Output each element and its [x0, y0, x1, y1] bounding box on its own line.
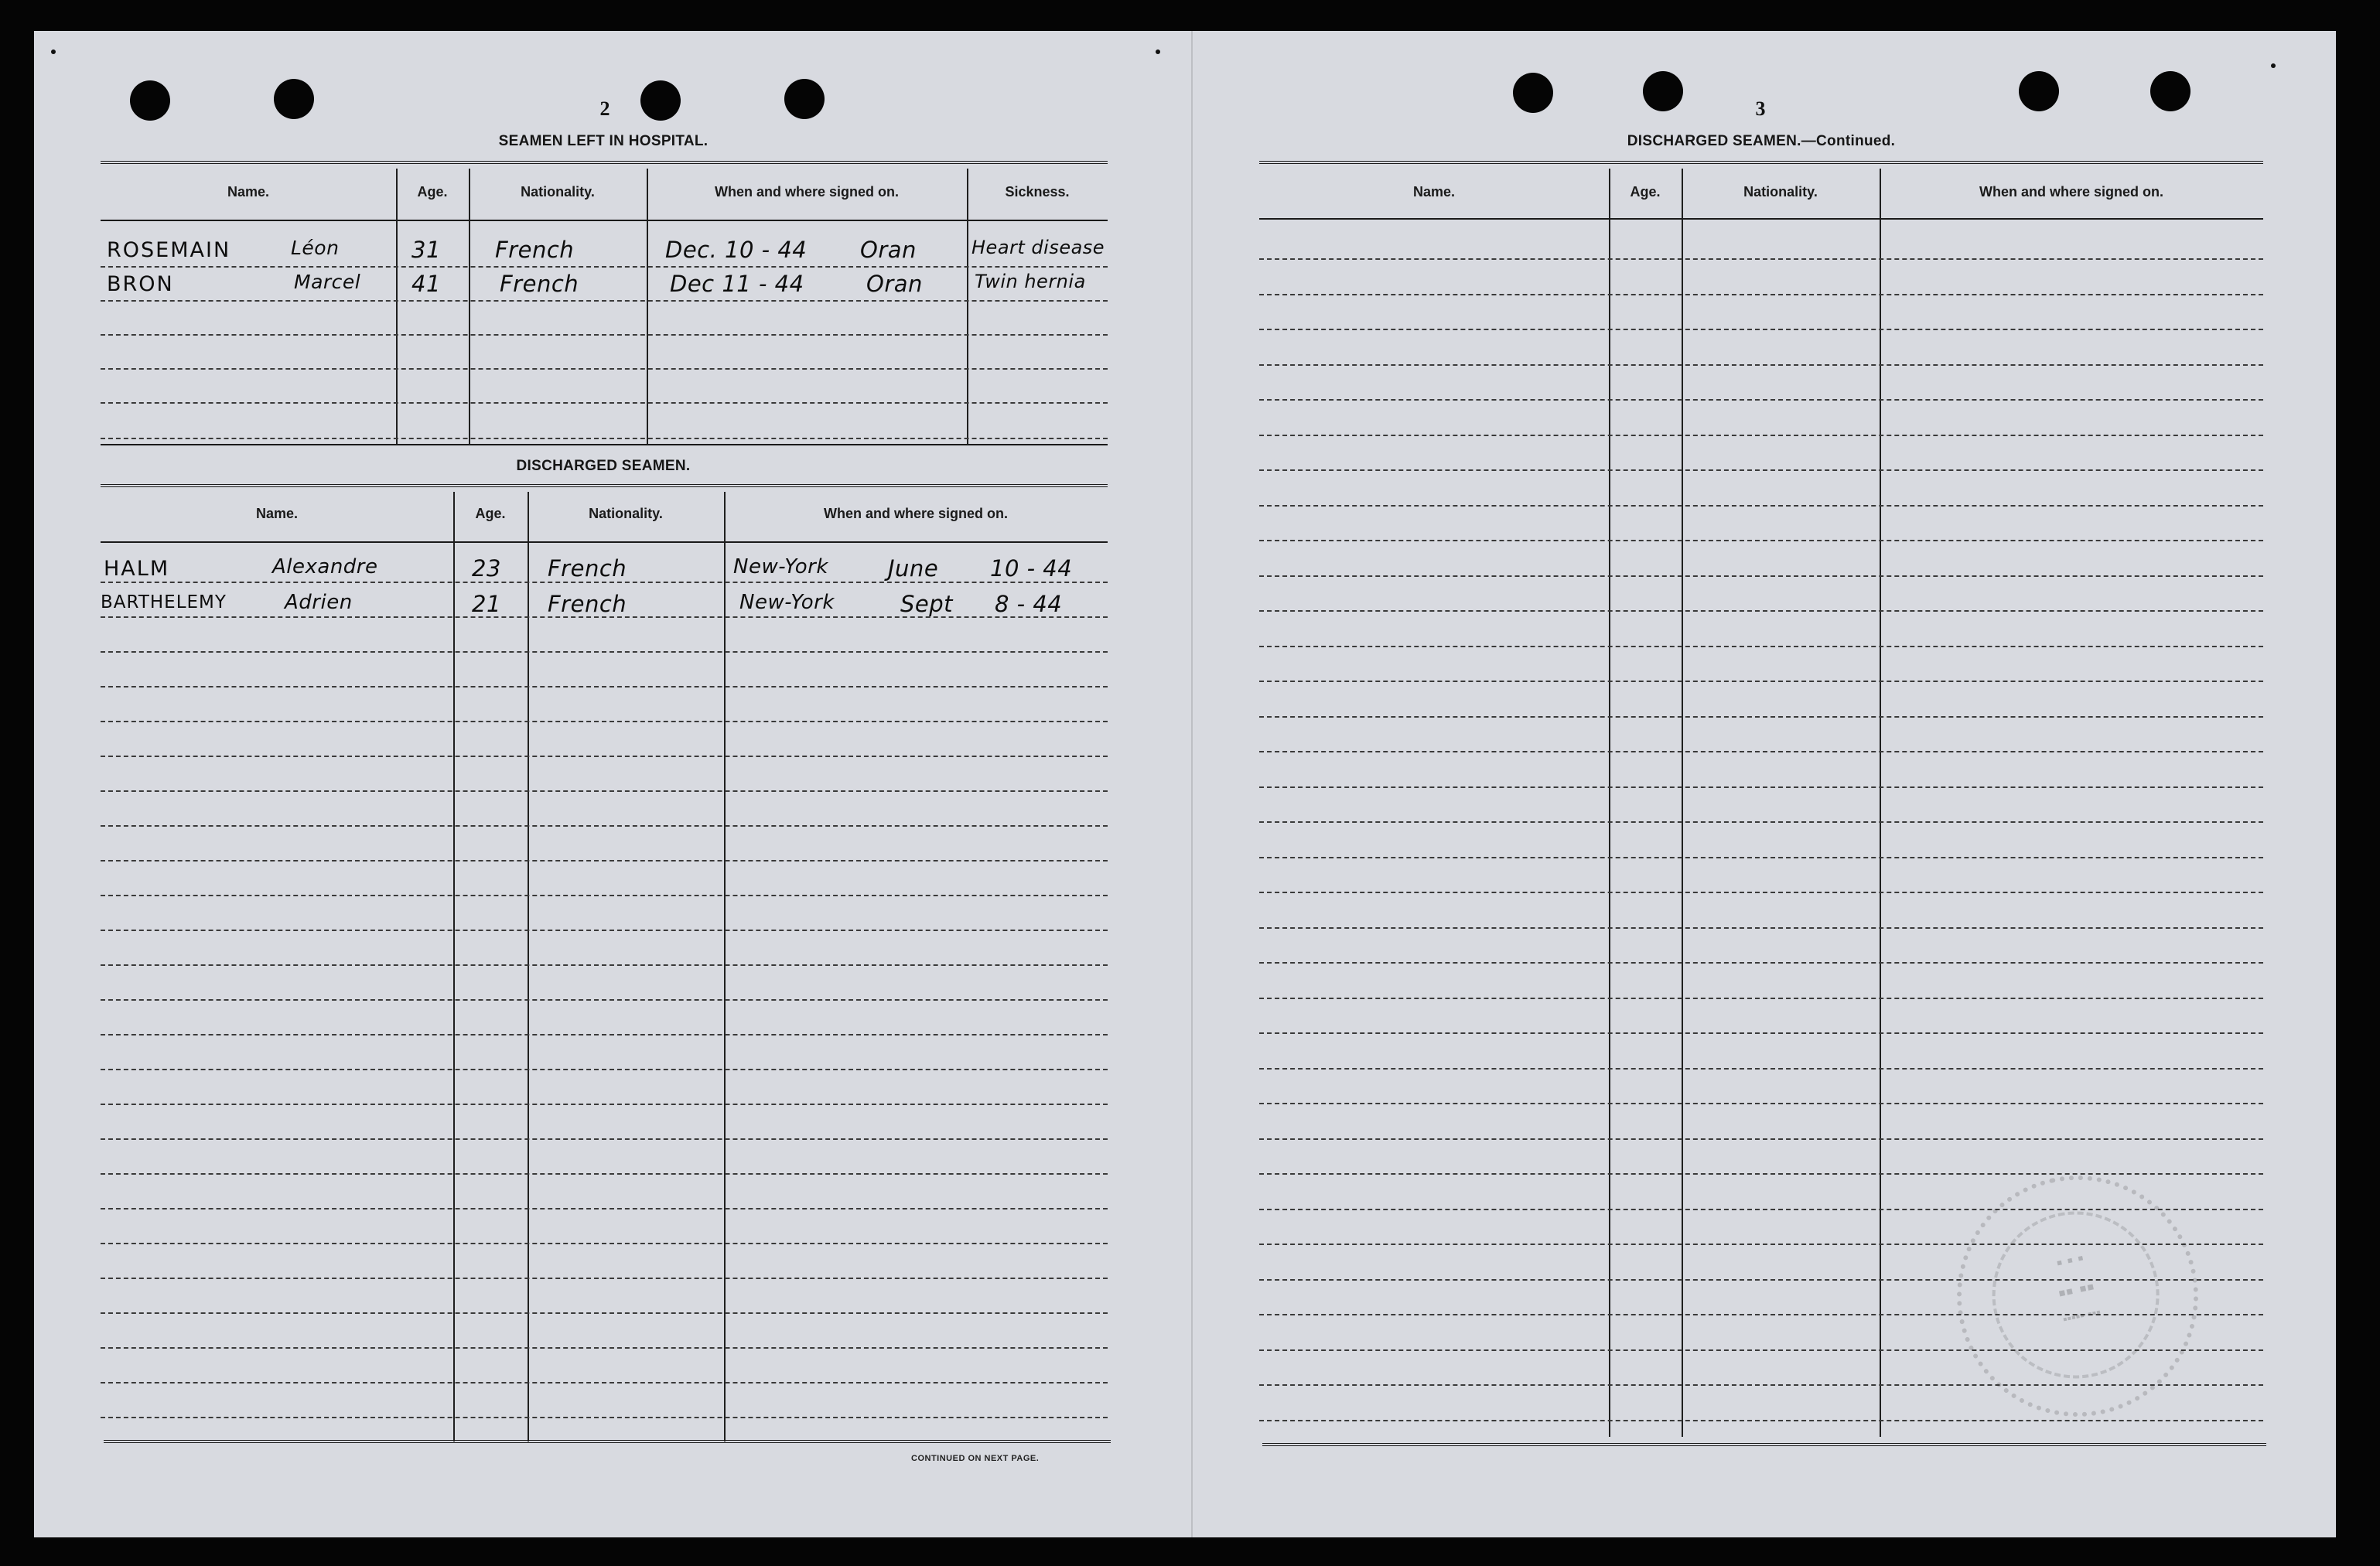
dotted-row-line — [101, 300, 1108, 302]
dotted-row-line — [1259, 1173, 2263, 1175]
col-header-nationality: Nationality. — [1743, 184, 1818, 200]
dotted-row-line — [1259, 294, 2263, 295]
dotted-row-line — [101, 1104, 1108, 1105]
section-rule — [101, 444, 1108, 445]
dotted-row-line — [1259, 892, 2263, 893]
discharged-header-rule — [101, 541, 1108, 543]
dotted-row-line — [1259, 927, 2263, 929]
column-divider — [1682, 169, 1683, 1437]
discharged-title: DISCHARGED SEAMEN. — [516, 458, 691, 474]
bottom-rule — [1262, 1443, 2266, 1449]
dotted-row-line — [101, 651, 1108, 653]
hospital-row-1-surname: ROSEMAIN — [107, 238, 231, 262]
hospital-row-1-sickness: Heart disease — [971, 237, 1105, 258]
dotted-row-line — [1259, 751, 2263, 752]
hospital-row-2-surname: BRON — [107, 272, 174, 296]
dotted-row-line — [101, 756, 1108, 757]
dotted-row-line — [1259, 575, 2263, 577]
punch-hole — [2150, 71, 2190, 111]
continued-title: DISCHARGED SEAMEN.—Continued. — [1627, 133, 1896, 149]
dotted-row-line — [101, 686, 1108, 687]
hospital-row-2-nationality: French — [500, 271, 579, 297]
punch-hole — [274, 79, 314, 119]
dotted-row-line — [1259, 646, 2263, 647]
dotted-row-line — [101, 1382, 1108, 1383]
hospital-row-1-given: Léon — [291, 237, 340, 259]
dotted-row-line — [1259, 364, 2263, 366]
dotted-row-line — [1259, 505, 2263, 507]
col-header-age: Age. — [1630, 184, 1661, 200]
hospital-row-1-date: Dec. 10 - 44 — [665, 237, 808, 263]
dotted-row-line — [101, 721, 1108, 722]
dotted-row-line — [101, 1173, 1108, 1175]
header-rule — [1259, 218, 2263, 220]
hospital-row-1-nationality: French — [495, 237, 575, 263]
col-header-signed-on: When and where signed on. — [714, 184, 900, 200]
col-header-sickness: Sickness. — [1005, 184, 1070, 200]
dotted-row-line — [1259, 399, 2263, 401]
col-header-signed-on: When and where signed on. — [1979, 184, 2164, 200]
dotted-row-line — [101, 999, 1108, 1001]
dotted-row-line — [1259, 681, 2263, 682]
header-rule — [101, 220, 1108, 221]
punch-hole — [1513, 73, 1553, 113]
punch-hole — [130, 80, 170, 121]
dotted-row-line — [101, 930, 1108, 931]
col-header-nationality: Nationality. — [589, 506, 663, 521]
discharged-row-2-date: 8 - 44 — [995, 591, 1063, 617]
top-rule — [1259, 161, 2263, 167]
dotted-row-line — [1259, 540, 2263, 541]
discharged-row-1-nationality: French — [548, 555, 627, 582]
dotted-row-line — [101, 1138, 1108, 1140]
dotted-row-line — [101, 1417, 1108, 1418]
discharged-row-1-surname: HALM — [104, 557, 170, 581]
hospital-row-2-given: Marcel — [294, 271, 361, 293]
col-header-signed-on: When and where signed on. — [823, 506, 1009, 521]
dotted-row-line — [1259, 821, 2263, 823]
speck — [51, 49, 56, 54]
hospital-title: SEAMEN LEFT IN HOSPITAL. — [498, 133, 709, 149]
dotted-row-line — [1259, 329, 2263, 330]
hospital-row-2-age: 41 — [411, 271, 441, 297]
page-fold — [1191, 31, 1193, 1537]
col-header-age: Age. — [475, 506, 506, 521]
col-header-name: Name. — [227, 184, 270, 200]
dotted-row-line — [101, 1243, 1108, 1244]
discharged-row-1-date: 10 - 44 — [990, 555, 1073, 582]
dotted-row-line — [1259, 716, 2263, 718]
dotted-row-line — [101, 860, 1108, 861]
hospital-row-1-age: 31 — [411, 237, 441, 263]
dotted-row-line — [101, 1069, 1108, 1070]
discharged-row-2-surname: BARTHELEMY — [101, 592, 227, 612]
bottom-rule — [104, 1440, 1111, 1446]
dotted-row-line — [1259, 1103, 2263, 1104]
dotted-row-line — [101, 368, 1108, 370]
hospital-row-1-place: Oran — [860, 237, 917, 263]
punch-hole — [1643, 71, 1683, 111]
dotted-row-line — [1259, 1420, 2263, 1421]
col-header-name: Name. — [255, 506, 299, 521]
dotted-row-line — [101, 790, 1108, 792]
dotted-row-line — [101, 582, 1108, 583]
speck — [1156, 49, 1160, 54]
discharged-row-2-month: Sept — [900, 591, 954, 617]
dotted-row-line — [101, 334, 1108, 336]
continued-footer: CONTINUED ON NEXT PAGE. — [911, 1454, 1040, 1463]
column-divider — [724, 492, 726, 1441]
dotted-row-line — [1259, 610, 2263, 612]
speck — [2271, 63, 2276, 68]
dotted-row-line — [1259, 1068, 2263, 1070]
dotted-row-line — [101, 1347, 1108, 1349]
dotted-row-line — [1259, 857, 2263, 858]
dotted-row-line — [101, 1034, 1108, 1035]
discharged-row-1-month: June — [888, 555, 939, 582]
dotted-row-line — [101, 438, 1108, 439]
dotted-row-line — [101, 402, 1108, 404]
discharged-row-2-age: 21 — [472, 591, 501, 617]
dotted-row-line — [1259, 1138, 2263, 1140]
hospital-row-2-place: Oran — [866, 271, 923, 297]
top-rule — [101, 161, 1108, 167]
page-number-right: 3 — [1755, 97, 1766, 120]
column-divider — [528, 492, 529, 1441]
dotted-row-line — [101, 266, 1108, 268]
dotted-row-line — [1259, 469, 2263, 471]
punch-hole — [2019, 71, 2059, 111]
column-divider — [453, 492, 455, 1441]
column-divider — [1609, 169, 1610, 1437]
discharged-row-2-place: New-York — [739, 591, 835, 614]
dotted-row-line — [1259, 962, 2263, 964]
page-number-left: 2 — [599, 97, 610, 120]
dotted-row-line — [1259, 258, 2263, 260]
receiving-stamp: ▪ ▪ ▪ ▪▪ ▪▪ ▪▪▪▪▪ ▪▪▪ — [1934, 1153, 2221, 1439]
col-header-nationality: Nationality. — [521, 184, 595, 200]
discharged-top-rule — [101, 484, 1108, 490]
punch-hole — [784, 79, 825, 119]
dotted-row-line — [1259, 998, 2263, 999]
dotted-row-line — [101, 1208, 1108, 1209]
dotted-row-line — [1259, 1032, 2263, 1034]
dotted-row-line — [101, 1278, 1108, 1279]
punch-hole — [640, 80, 681, 121]
discharged-row-2-given: Adrien — [285, 591, 353, 614]
dotted-row-line — [101, 1312, 1108, 1314]
col-header-age: Age. — [417, 184, 448, 200]
col-header-name: Name. — [1412, 184, 1456, 200]
dotted-row-line — [101, 964, 1108, 966]
hospital-row-2-date: Dec 11 - 44 — [670, 271, 804, 297]
column-divider — [1880, 169, 1881, 1437]
dotted-row-line — [1259, 786, 2263, 788]
discharged-row-1-place: New-York — [733, 555, 828, 578]
dotted-row-line — [101, 895, 1108, 896]
discharged-row-1-given: Alexandre — [272, 555, 378, 578]
discharged-row-2-nationality: French — [548, 591, 627, 617]
discharged-row-1-age: 23 — [472, 555, 501, 582]
hospital-row-2-sickness: Twin hernia — [975, 271, 1086, 292]
dotted-row-line — [101, 825, 1108, 827]
dotted-row-line — [1259, 435, 2263, 436]
